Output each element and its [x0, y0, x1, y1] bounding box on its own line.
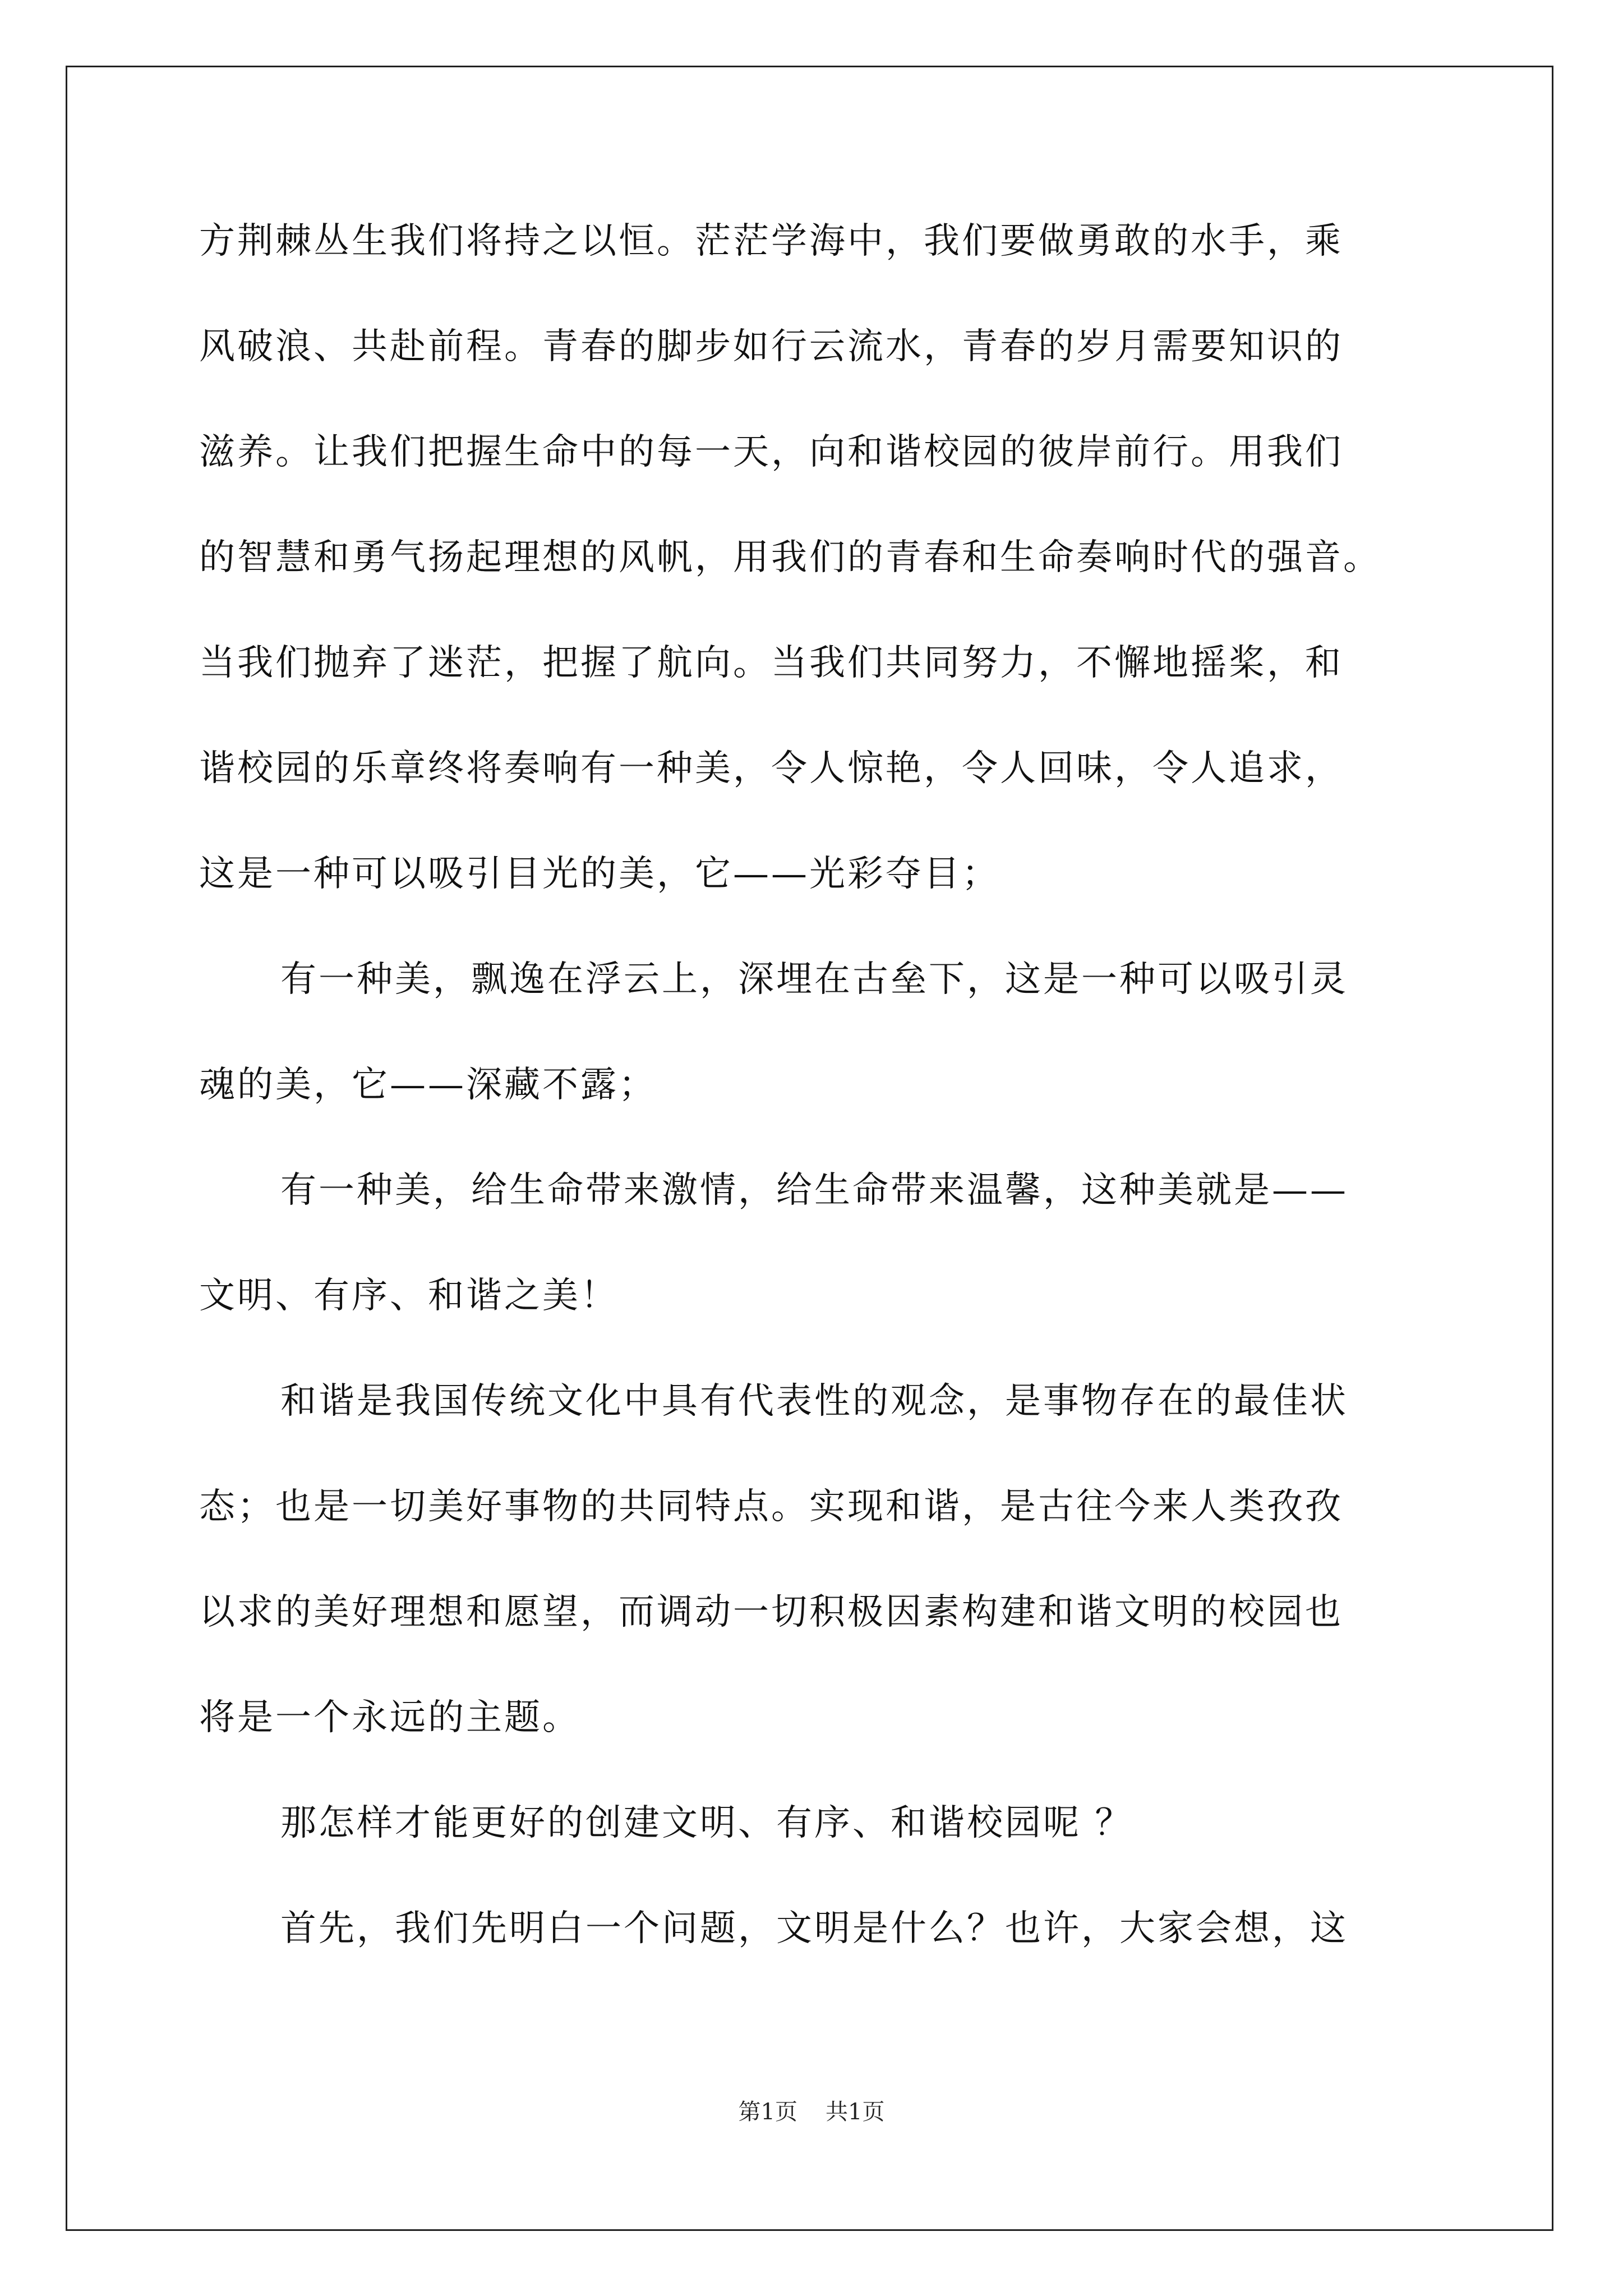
text-line-6: 谐校园的乐章终将奏响有一种美，令人惊艳，令人回味，令人追求， — [199, 748, 1343, 789]
text-line-16: 那怎样才能更好的创建文明、有序、和谐校园呢 ？ — [280, 1802, 1133, 1844]
text-line-15: 将是一个永远的主题。 — [199, 1697, 580, 1738]
page-number-current: 第1页 — [738, 2099, 797, 2125]
document-body — [199, 208, 1433, 2000]
text-line-4: 的智慧和勇气扬起理想的风帆，用我们的青春和生命奏响时代的强音。 — [199, 537, 1381, 578]
page-footer — [0, 2095, 1623, 2129]
text-line-8: 有一种美，飘逸在浮云上，深埋在古垒下，这是一种可以吸引灵 — [280, 959, 1348, 1000]
text-line-14: 以求的美好理想和愿望，而调动一切积极因素构建和谐文明的校园也 — [199, 1591, 1343, 1633]
text-line-9: 魂的美，它——深藏不露； — [199, 1064, 657, 1106]
text-line-7: 这是一种可以吸引目光的美，它——光彩夺目； — [199, 853, 1000, 895]
text-line-5: 当我们抛弃了迷茫，把握了航向。当我们共同努力，不懈地摇桨，和 — [199, 642, 1343, 684]
text-line-2: 风破浪、共赴前程。青春的脚步如行云流水，青春的岁月需要知识的 — [199, 326, 1343, 367]
text-line-11: 文明、有序、和谐之美！ — [199, 1275, 619, 1317]
text-line-13: 态；也是一切美好事物的共同特点。实现和谐，是古往今来人类孜孜 — [199, 1486, 1343, 1527]
text-line-1: 方荆棘丛生我们将持之以恒。茫茫学海中，我们要做勇敢的水手，乘 — [199, 220, 1343, 262]
text-line-17: 首先，我们先明白一个问题，文明是什么？也许，大家会想，这 — [280, 1908, 1348, 1949]
text-line-12: 和谐是我国传统文化中具有代表性的观念，是事物存在的最佳状 — [280, 1381, 1348, 1422]
page-number-total: 共1页 — [826, 2099, 885, 2125]
text-line-10: 有一种美，给生命带来激情，给生命带来温馨，这种美就是—— — [280, 1170, 1348, 1211]
text-line-3: 滋养。让我们把握生命中的每一天，向和谐校园的彼岸前行。用我们 — [199, 431, 1343, 473]
